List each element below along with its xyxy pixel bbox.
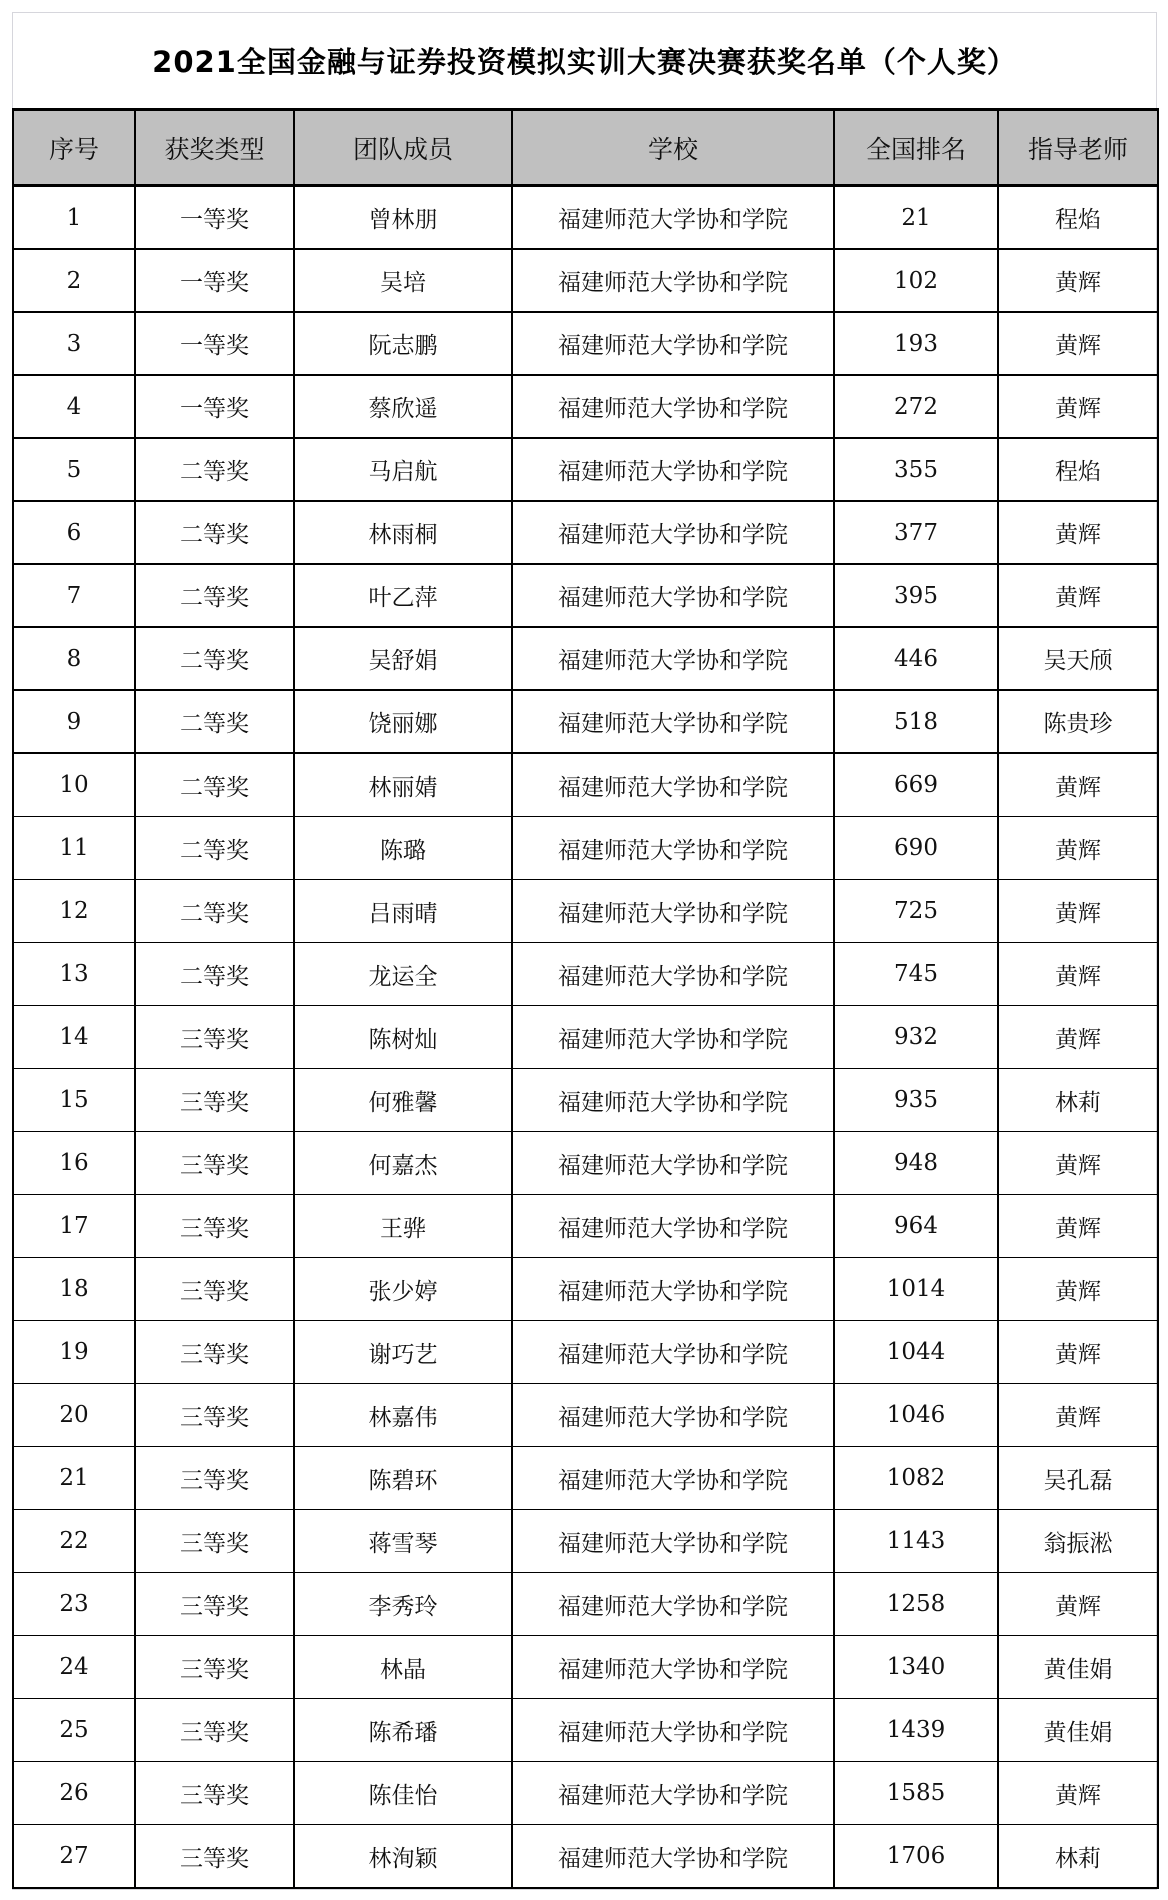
cell-school: 福建师范大学协和学院: [512, 1006, 834, 1069]
cell-advisor: 黄辉: [998, 817, 1158, 880]
cell-national-rank: 690: [834, 817, 998, 880]
cell-member: 陈树灿: [294, 1006, 512, 1069]
cell-school: 福建师范大学协和学院: [512, 1384, 834, 1447]
awards-table: [12, 108, 1159, 1889]
table-row: [13, 1321, 1158, 1384]
table-row: [13, 1573, 1158, 1636]
header-school: 学校: [512, 110, 834, 186]
cell-school: 福建师范大学协和学院: [512, 753, 834, 817]
cell-national-rank: 272: [834, 375, 998, 438]
cell-advisor: 黄辉: [998, 375, 1158, 438]
cell-national-rank: 669: [834, 753, 998, 817]
cell-no: 15: [13, 1069, 135, 1132]
cell-advisor: 黄辉: [998, 753, 1158, 817]
cell-member: 张少婷: [294, 1258, 512, 1321]
table-row: [13, 1006, 1158, 1069]
cell-no: 2: [13, 249, 135, 312]
cell-national-rank: 1082: [834, 1447, 998, 1510]
cell-school: 福建师范大学协和学院: [512, 880, 834, 943]
cell-no: 7: [13, 564, 135, 627]
cell-no: 10: [13, 753, 135, 817]
cell-advisor: 黄辉: [998, 943, 1158, 1006]
table-row: [13, 627, 1158, 690]
table-row: [13, 564, 1158, 627]
cell-member: 林嘉伟: [294, 1384, 512, 1447]
cell-member: 林洵颖: [294, 1825, 512, 1889]
cell-advisor: 黄辉: [998, 564, 1158, 627]
cell-advisor: 黄辉: [998, 1762, 1158, 1825]
cell-award-type: 一等奖: [135, 312, 294, 375]
cell-advisor: 黄辉: [998, 1573, 1158, 1636]
cell-national-rank: 1046: [834, 1384, 998, 1447]
cell-advisor: 黄辉: [998, 1258, 1158, 1321]
cell-member: 饶丽娜: [294, 690, 512, 753]
cell-national-rank: 1439: [834, 1699, 998, 1762]
table-body: [13, 186, 1158, 1889]
cell-national-rank: 193: [834, 312, 998, 375]
cell-no: 14: [13, 1006, 135, 1069]
cell-no: 22: [13, 1510, 135, 1573]
cell-school: 福建师范大学协和学院: [512, 1321, 834, 1384]
cell-award-type: 二等奖: [135, 627, 294, 690]
cell-award-type: 二等奖: [135, 880, 294, 943]
cell-member: 陈佳怡: [294, 1762, 512, 1825]
cell-school: 福建师范大学协和学院: [512, 312, 834, 375]
cell-member: 阮志鹏: [294, 312, 512, 375]
table-row: [13, 1699, 1158, 1762]
table-row: [13, 1258, 1158, 1321]
cell-national-rank: 377: [834, 501, 998, 564]
cell-no: 12: [13, 880, 135, 943]
table-row: [13, 1195, 1158, 1258]
cell-no: 21: [13, 1447, 135, 1510]
cell-no: 18: [13, 1258, 135, 1321]
cell-award-type: 二等奖: [135, 690, 294, 753]
table-row: [13, 1636, 1158, 1699]
cell-national-rank: 935: [834, 1069, 998, 1132]
header-no: 序号: [13, 110, 135, 186]
cell-member: 林雨桐: [294, 501, 512, 564]
cell-school: 福建师范大学协和学院: [512, 943, 834, 1006]
cell-award-type: 二等奖: [135, 564, 294, 627]
cell-advisor: 林莉: [998, 1069, 1158, 1132]
table-row: [13, 880, 1158, 943]
table-row: [13, 1132, 1158, 1195]
cell-member: 谢巧艺: [294, 1321, 512, 1384]
cell-advisor: 程焰: [998, 186, 1158, 250]
cell-national-rank: 1044: [834, 1321, 998, 1384]
cell-award-type: 三等奖: [135, 1006, 294, 1069]
cell-school: 福建师范大学协和学院: [512, 1258, 834, 1321]
cell-no: 4: [13, 375, 135, 438]
cell-school: 福建师范大学协和学院: [512, 1510, 834, 1573]
table-row: [13, 690, 1158, 753]
table-row: [13, 753, 1158, 817]
cell-national-rank: 518: [834, 690, 998, 753]
cell-award-type: 三等奖: [135, 1258, 294, 1321]
cell-school: 福建师范大学协和学院: [512, 438, 834, 501]
cell-no: 5: [13, 438, 135, 501]
cell-school: 福建师范大学协和学院: [512, 1825, 834, 1889]
cell-award-type: 三等奖: [135, 1195, 294, 1258]
cell-member: 陈希璠: [294, 1699, 512, 1762]
cell-member: 蔡欣遥: [294, 375, 512, 438]
cell-school: 福建师范大学协和学院: [512, 1699, 834, 1762]
cell-advisor: 翁振淞: [998, 1510, 1158, 1573]
cell-member: 吕雨晴: [294, 880, 512, 943]
cell-no: 8: [13, 627, 135, 690]
cell-school: 福建师范大学协和学院: [512, 375, 834, 438]
cell-award-type: 二等奖: [135, 438, 294, 501]
cell-no: 3: [13, 312, 135, 375]
cell-school: 福建师范大学协和学院: [512, 501, 834, 564]
table-row: [13, 438, 1158, 501]
table-row: [13, 1762, 1158, 1825]
table-row: [13, 1384, 1158, 1447]
cell-school: 福建师范大学协和学院: [512, 690, 834, 753]
cell-national-rank: 446: [834, 627, 998, 690]
cell-school: 福建师范大学协和学院: [512, 1762, 834, 1825]
cell-award-type: 三等奖: [135, 1510, 294, 1573]
cell-advisor: 黄辉: [998, 312, 1158, 375]
cell-advisor: 黄佳娟: [998, 1699, 1158, 1762]
cell-no: 25: [13, 1699, 135, 1762]
cell-national-rank: 355: [834, 438, 998, 501]
cell-member: 曾林朋: [294, 186, 512, 250]
cell-advisor: 黄辉: [998, 501, 1158, 564]
cell-national-rank: 1340: [834, 1636, 998, 1699]
cell-award-type: 三等奖: [135, 1699, 294, 1762]
cell-member: 陈碧环: [294, 1447, 512, 1510]
cell-school: 福建师范大学协和学院: [512, 817, 834, 880]
cell-award-type: 一等奖: [135, 375, 294, 438]
cell-award-type: 三等奖: [135, 1321, 294, 1384]
header-member: 团队成员: [294, 110, 512, 186]
cell-national-rank: 948: [834, 1132, 998, 1195]
cell-national-rank: 1258: [834, 1573, 998, 1636]
cell-national-rank: 1014: [834, 1258, 998, 1321]
cell-award-type: 一等奖: [135, 249, 294, 312]
cell-award-type: 二等奖: [135, 943, 294, 1006]
cell-no: 24: [13, 1636, 135, 1699]
cell-no: 6: [13, 501, 135, 564]
table-row: [13, 375, 1158, 438]
cell-member: 何嘉杰: [294, 1132, 512, 1195]
cell-school: 福建师范大学协和学院: [512, 564, 834, 627]
cell-national-rank: 1585: [834, 1762, 998, 1825]
cell-advisor: 黄辉: [998, 1195, 1158, 1258]
cell-member: 吴培: [294, 249, 512, 312]
table-row: [13, 817, 1158, 880]
cell-member: 龙运全: [294, 943, 512, 1006]
cell-member: 李秀玲: [294, 1573, 512, 1636]
cell-award-type: 三等奖: [135, 1825, 294, 1889]
cell-award-type: 三等奖: [135, 1132, 294, 1195]
cell-member: 陈璐: [294, 817, 512, 880]
cell-school: 福建师范大学协和学院: [512, 1447, 834, 1510]
cell-advisor: 黄佳娟: [998, 1636, 1158, 1699]
cell-school: 福建师范大学协和学院: [512, 1069, 834, 1132]
cell-advisor: 陈贵珍: [998, 690, 1158, 753]
cell-member: 林晶: [294, 1636, 512, 1699]
cell-national-rank: 395: [834, 564, 998, 627]
table-row: [13, 249, 1158, 312]
cell-advisor: 吴天颀: [998, 627, 1158, 690]
cell-advisor: 吴孔磊: [998, 1447, 1158, 1510]
cell-no: 26: [13, 1762, 135, 1825]
cell-award-type: 三等奖: [135, 1069, 294, 1132]
cell-no: 16: [13, 1132, 135, 1195]
cell-member: 王骅: [294, 1195, 512, 1258]
cell-award-type: 二等奖: [135, 753, 294, 817]
cell-national-rank: 964: [834, 1195, 998, 1258]
cell-award-type: 一等奖: [135, 186, 294, 250]
page-title: 2021全国金融与证券投资模拟实训大赛决赛获奖名单（个人奖）: [152, 44, 1017, 79]
cell-national-rank: 1143: [834, 1510, 998, 1573]
table-header-row: [13, 110, 1158, 186]
cell-member: 林丽婧: [294, 753, 512, 817]
cell-advisor: 黄辉: [998, 1384, 1158, 1447]
table-row: [13, 501, 1158, 564]
cell-no: 23: [13, 1573, 135, 1636]
cell-national-rank: 1706: [834, 1825, 998, 1889]
cell-advisor: 黄辉: [998, 1006, 1158, 1069]
cell-school: 福建师范大学协和学院: [512, 1636, 834, 1699]
cell-advisor: 林莉: [998, 1825, 1158, 1889]
cell-award-type: 三等奖: [135, 1762, 294, 1825]
cell-advisor: 黄辉: [998, 249, 1158, 312]
table-row: [13, 312, 1158, 375]
cell-national-rank: 102: [834, 249, 998, 312]
cell-national-rank: 725: [834, 880, 998, 943]
cell-member: 叶乙萍: [294, 564, 512, 627]
cell-no: 1: [13, 186, 135, 250]
cell-member: 蒋雪琴: [294, 1510, 512, 1573]
cell-no: 13: [13, 943, 135, 1006]
cell-member: 马启航: [294, 438, 512, 501]
table-row: [13, 1825, 1158, 1889]
cell-school: 福建师范大学协和学院: [512, 1573, 834, 1636]
cell-advisor: 程焰: [998, 438, 1158, 501]
cell-school: 福建师范大学协和学院: [512, 249, 834, 312]
cell-member: 何雅馨: [294, 1069, 512, 1132]
table-row: [13, 943, 1158, 1006]
header-award-type: 获奖类型: [135, 110, 294, 186]
cell-advisor: 黄辉: [998, 1321, 1158, 1384]
cell-award-type: 三等奖: [135, 1636, 294, 1699]
cell-national-rank: 21: [834, 186, 998, 250]
cell-award-type: 三等奖: [135, 1447, 294, 1510]
cell-no: 20: [13, 1384, 135, 1447]
cell-school: 福建师范大学协和学院: [512, 1132, 834, 1195]
cell-no: 19: [13, 1321, 135, 1384]
cell-advisor: 黄辉: [998, 880, 1158, 943]
table-row: [13, 1069, 1158, 1132]
cell-school: 福建师范大学协和学院: [512, 1195, 834, 1258]
table-row: [13, 186, 1158, 250]
header-advisor: 指导老师: [998, 110, 1158, 186]
cell-award-type: 三等奖: [135, 1573, 294, 1636]
cell-award-type: 二等奖: [135, 501, 294, 564]
cell-no: 17: [13, 1195, 135, 1258]
cell-national-rank: 745: [834, 943, 998, 1006]
cell-member: 吴舒娟: [294, 627, 512, 690]
cell-advisor: 黄辉: [998, 1132, 1158, 1195]
cell-no: 11: [13, 817, 135, 880]
cell-no: 9: [13, 690, 135, 753]
cell-award-type: 二等奖: [135, 817, 294, 880]
table-row: [13, 1510, 1158, 1573]
header-national-rank: 全国排名: [834, 110, 998, 186]
cell-school: 福建师范大学协和学院: [512, 186, 834, 250]
cell-school: 福建师范大学协和学院: [512, 627, 834, 690]
table-row: [13, 1447, 1158, 1510]
cell-no: 27: [13, 1825, 135, 1889]
cell-national-rank: 932: [834, 1006, 998, 1069]
cell-award-type: 三等奖: [135, 1384, 294, 1447]
